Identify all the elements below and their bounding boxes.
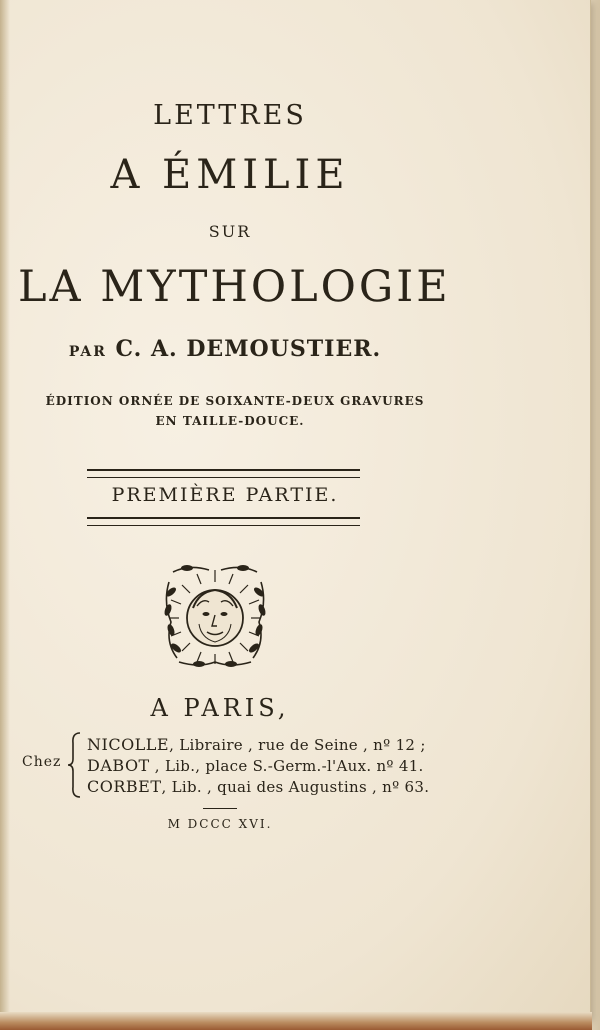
chez-label: Chez bbox=[22, 754, 62, 770]
gutter-shadow bbox=[0, 0, 10, 1030]
title-sur: SUR bbox=[208, 222, 252, 241]
publication-date: M DCCC XVI. bbox=[167, 817, 273, 831]
edition-line-2: EN TAILLE-DOUCE. bbox=[155, 414, 305, 428]
bookseller-name: CORBET bbox=[87, 777, 162, 796]
title-emilie: A ÉMILIE bbox=[110, 152, 350, 198]
part-title: PREMIÈRE PARTIE. bbox=[111, 484, 339, 506]
bookseller-corbet bbox=[87, 777, 429, 796]
bookseller-address: , Libraire , rue de Seine , nº 12 ; bbox=[169, 736, 426, 754]
title-mythologie: LA MYTHOLOGIE bbox=[18, 262, 451, 312]
bookseller-dabot bbox=[87, 756, 424, 775]
author-line bbox=[60, 336, 390, 362]
bookseller-name: DABOT bbox=[87, 756, 150, 775]
author-name: C. A. DEMOUSTIER. bbox=[115, 336, 382, 362]
title-lettres: LETTRES bbox=[153, 100, 307, 131]
par-label: PAR bbox=[68, 344, 107, 360]
double-rule-top bbox=[87, 469, 360, 478]
place-of-publication: A PARIS, bbox=[150, 694, 290, 722]
bookseller-address: , Lib. , quai des Augustins , nº 63. bbox=[161, 778, 430, 796]
page-bottom-edge bbox=[0, 1012, 592, 1030]
double-rule-bottom bbox=[87, 517, 360, 526]
bookseller-address: , Lib., place S.-Germ.-l'Aux. nº 41. bbox=[149, 757, 424, 775]
short-rule bbox=[203, 808, 237, 809]
bookseller-nicolle bbox=[87, 735, 426, 754]
curly-brace-icon bbox=[66, 731, 82, 799]
bookseller-name: NICOLLE bbox=[87, 735, 170, 754]
sun-face-vignette-icon bbox=[159, 562, 271, 670]
edition-line-1: ÉDITION ORNÉE DE SOIXANTE-DEUX GRAVURES bbox=[45, 394, 425, 408]
